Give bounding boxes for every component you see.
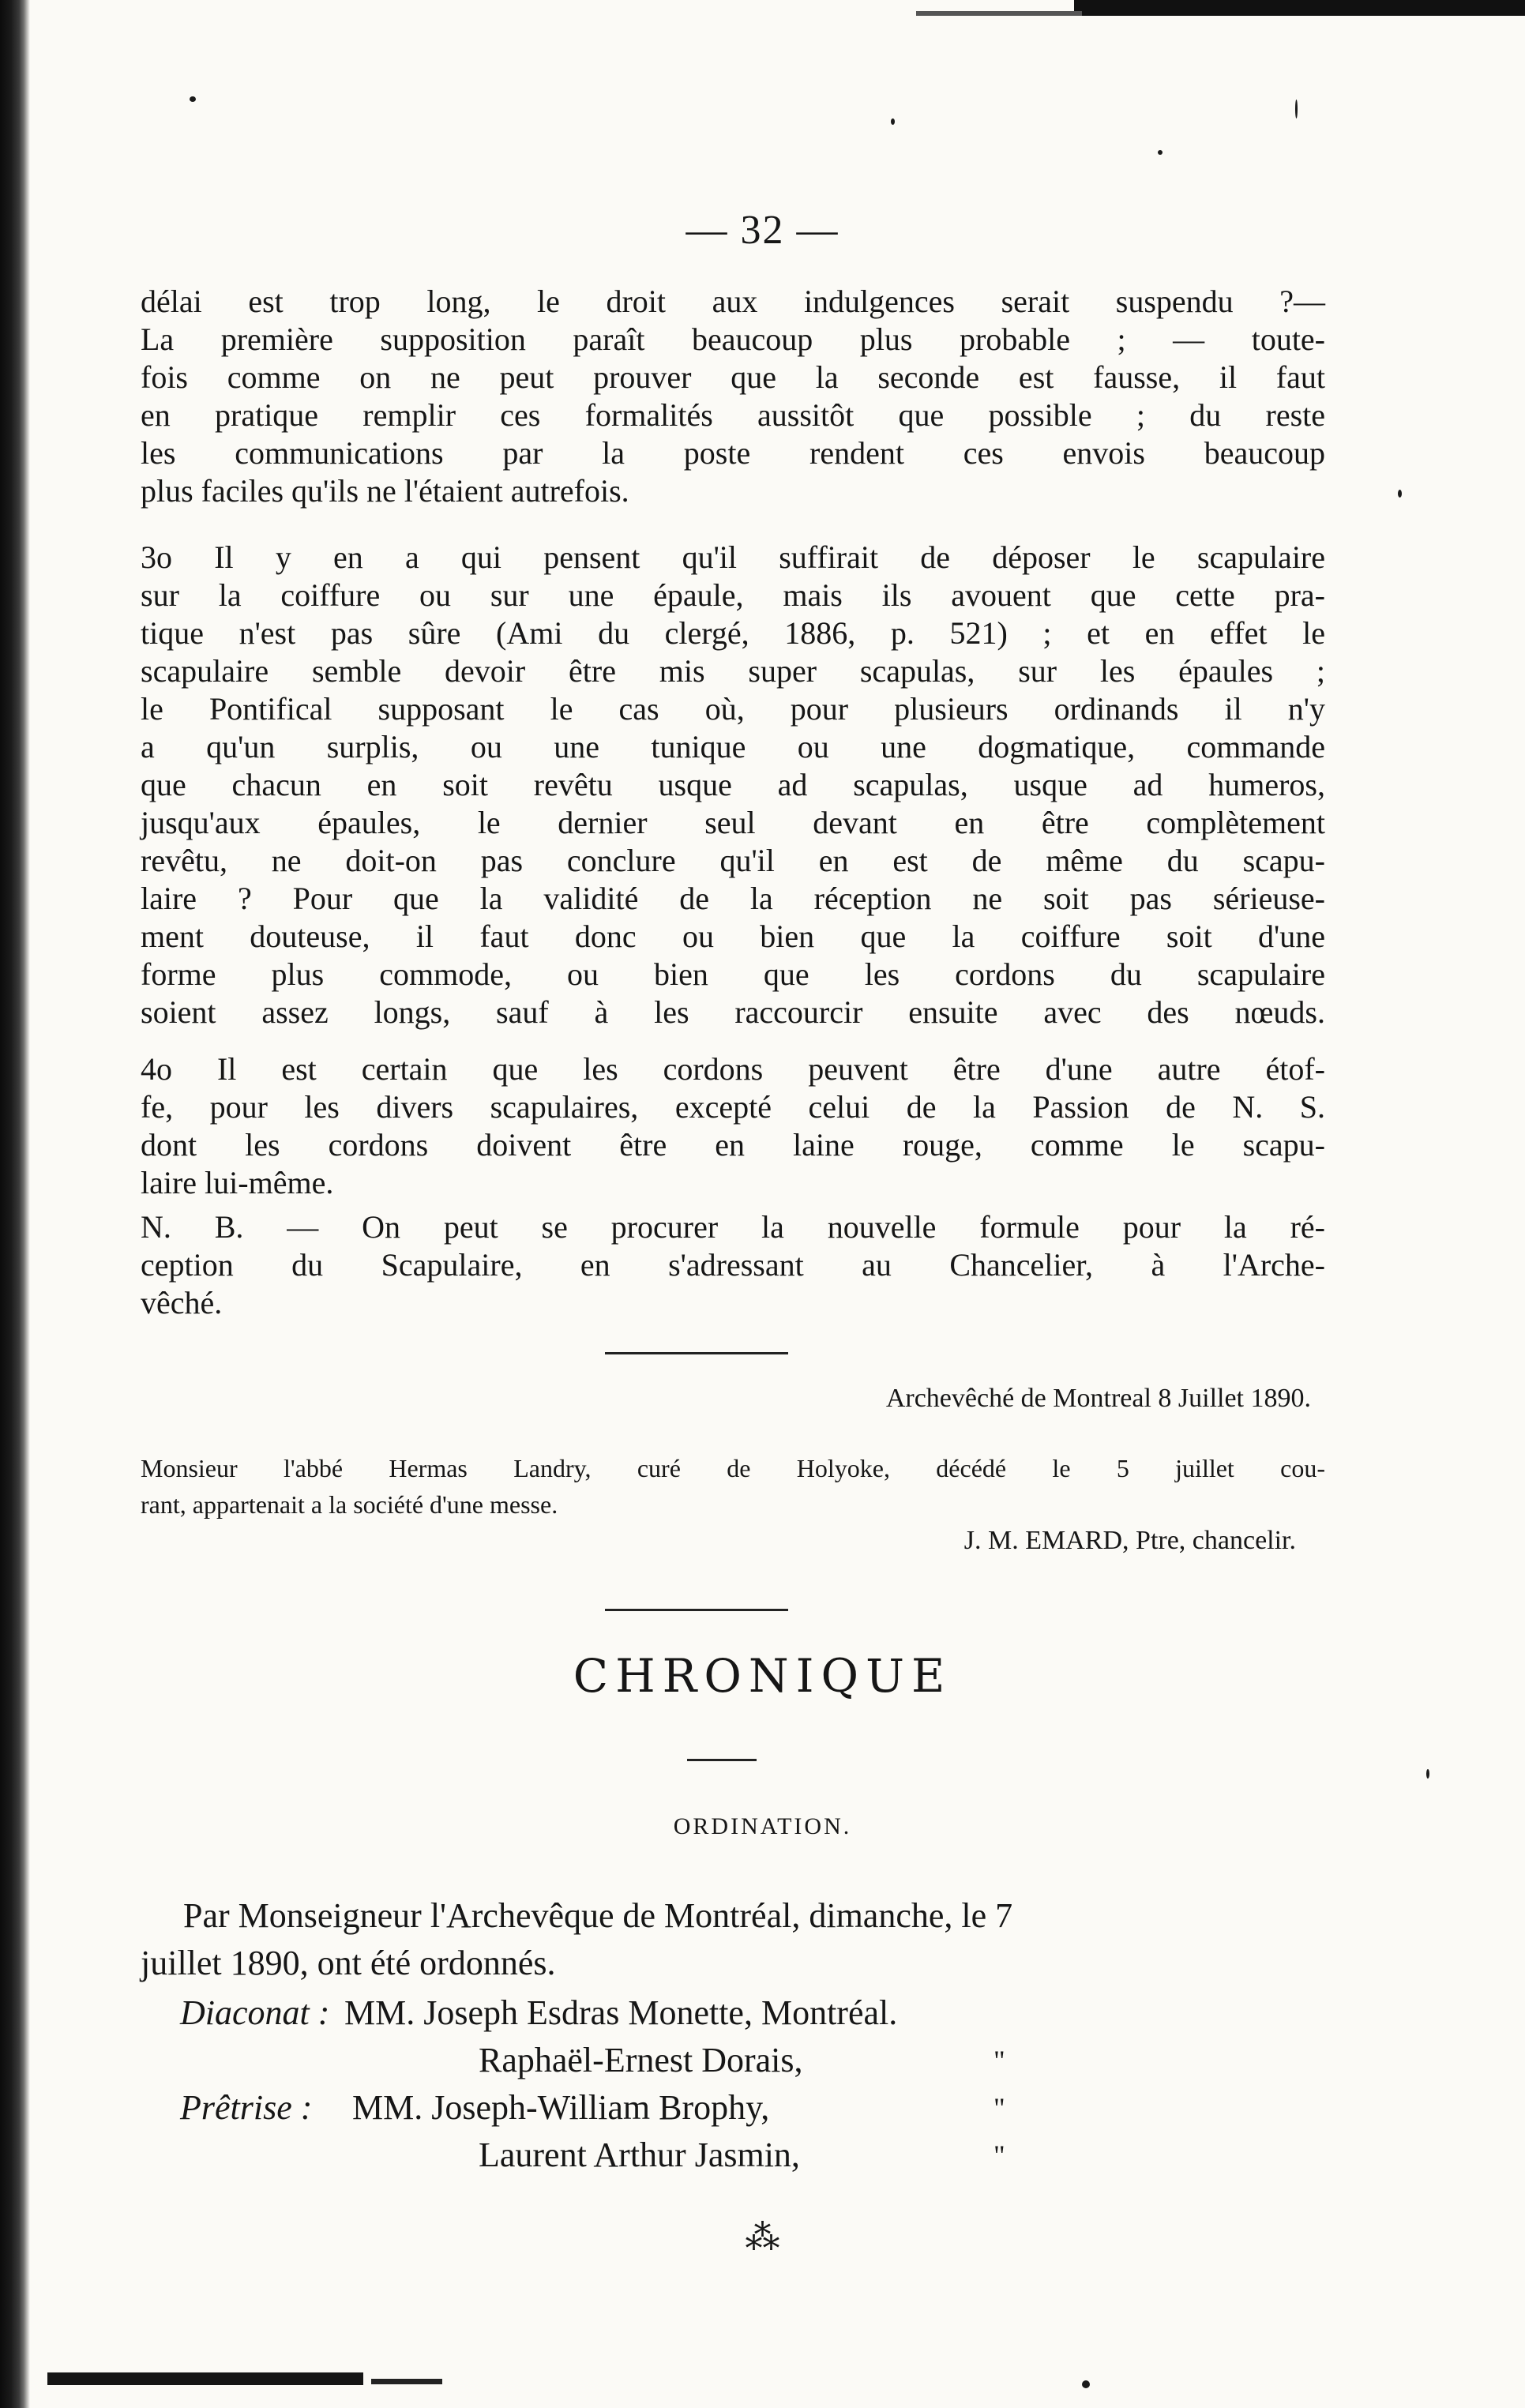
ditto-mark: " <box>994 2139 1005 2171</box>
text-line: Monsieur l'abbé Hermas Landry, curé de Holyoke, décédé le 5 juillet cou- <box>141 1454 1325 1482</box>
text-line: soient assez longs, sauf à les raccourcir ensuite avec des nœuds. <box>141 994 1325 1030</box>
paragraph-nota-bene <box>141 1208 1325 1322</box>
text-line: ment douteuse, il faut donc ou bien que la coiffure soit d'une <box>141 918 1325 954</box>
text-line: fois comme on ne peut prouver que la seconde est fausse, il faut <box>141 359 1325 395</box>
scan-top-edge <box>1074 0 1525 16</box>
dust-speck <box>190 96 196 102</box>
list-item <box>180 2037 1302 2084</box>
text-line: rant, appartenait a la société d'une messe. <box>141 1490 558 1519</box>
dust-speck <box>891 118 895 125</box>
text-line: dont les cordons doivent être en laine rouge, comme le scapu- <box>141 1127 1325 1163</box>
scan-bottom-edge <box>47 2372 363 2385</box>
text-line: scapulaire semble devoir être mis super scapulas, sur les épaules ; <box>141 653 1325 689</box>
page-number: — 32 — <box>685 208 840 253</box>
text-line: N. B. — On peut se procurer la nouvelle formule pour la ré- <box>141 1209 1325 1245</box>
text-line: forme plus commode, ou bien que les cordons du scapulaire <box>141 956 1325 992</box>
dust-speck <box>1082 2380 1090 2388</box>
scan-top-edge-thin <box>916 11 1082 16</box>
text-line: jusqu'aux épaules, le dernier seul devant en être complètement <box>141 805 1325 840</box>
scan-bottom-edge-fragment <box>371 2379 442 2384</box>
text-line: le Pontifical supposant le cas où, pour plusieurs ordinands il n'y <box>141 691 1325 727</box>
list-item <box>180 2084 1302 2132</box>
text-line: en pratique remplir ces formalités aussitôt que possible ; du reste <box>141 397 1325 433</box>
ordinand-name: Laurent Arthur Jasmin, <box>479 2136 800 2174</box>
divider-rule <box>605 1352 788 1354</box>
text-line: juillet 1890, ont été ordonnés. <box>141 1944 556 1982</box>
ordinand-name: MM. Joseph Esdras Monette, Montréal. <box>344 1993 898 2032</box>
text-line: 4o Il est certain que les cordons peuvent être d'une autre étof- <box>141 1051 1325 1087</box>
divider-rule <box>687 1759 757 1761</box>
asterism-ornament: ⁂ <box>745 2218 780 2257</box>
section-title: CHRONIQUE <box>573 1649 952 1703</box>
scan-binding-shadow <box>0 0 30 2408</box>
paragraph-point-4 <box>141 1050 1325 1202</box>
ordinand-name: MM. Joseph-William Brophy, <box>352 2088 770 2127</box>
ditto-mark: " <box>994 2092 1005 2124</box>
text-line: plus faciles qu'ils ne l'étaient autrefois. <box>141 473 629 509</box>
text-line: sur la coiffure ou sur une épaule, mais ils avouent que cette pra- <box>141 577 1325 613</box>
signature-name: J. M. EMARD, Ptre, chancelir. <box>963 1526 1296 1555</box>
ditto-mark: " <box>994 2045 1005 2076</box>
paragraph-point-3 <box>141 539 1325 1031</box>
list-item <box>180 1989 1302 2037</box>
text-line: revêtu, ne doit-on pas conclure qu'il en est de même du scapu- <box>141 843 1325 878</box>
list-item <box>180 2132 1302 2179</box>
dust-speck <box>1426 1769 1429 1779</box>
divider-rule <box>605 1609 788 1611</box>
text-line: fe, pour les divers scapulaires, excepté celui de la Passion de N. S. <box>141 1089 1325 1125</box>
text-line: laire lui-même. <box>141 1165 334 1200</box>
paragraph-indulgences <box>141 283 1325 510</box>
necrology-note <box>141 1450 1325 1523</box>
ordinand-name: Raphaël-Ernest Dorais, <box>479 2041 803 2079</box>
text-line: que chacun en soit revêtu usque ad scapulas, usque ad humeros, <box>141 767 1325 802</box>
ordination-list <box>180 1989 1302 2179</box>
subsection-title: ORDINATION. <box>673 1813 852 1839</box>
text-line: a qu'un surplis, ou une tunique ou une dogmatique, commande <box>141 729 1325 764</box>
dust-speck <box>1398 490 1402 498</box>
dust-speck <box>1295 100 1298 118</box>
ordination-intro <box>141 1892 1325 1987</box>
text-line: La première supposition paraît beaucoup plus probable ; — toute- <box>141 321 1325 357</box>
text-line: laire ? Pour que la validité de la réception ne soit pas sérieuse- <box>141 881 1325 916</box>
dust-speck <box>1158 150 1163 155</box>
order-label: Diaconat : <box>180 1993 330 2032</box>
text-line: les communications par la poste rendent ces envois beaucoup <box>141 435 1325 471</box>
text-line: 3o Il y en a qui pensent qu'il suffirait de déposer le scapulaire <box>141 539 1325 575</box>
order-label: Prêtrise : <box>180 2088 313 2127</box>
text-line: délai est trop long, le droit aux indulgences serait suspendu ?— <box>141 284 1325 319</box>
text-line: Par Monseigneur l'Archevêque de Montréal, dimanche, le 7 <box>183 1896 1013 1935</box>
text-line: vêché. <box>141 1285 223 1320</box>
text-line: ception du Scapulaire, en s'adressant au Chancelier, à l'Arche- <box>141 1247 1325 1283</box>
signature-date: Archevêché de Montreal 8 Juillet 1890. <box>885 1384 1311 1413</box>
text-line: tique n'est pas sûre (Ami du clergé, 1886, p. 521) ; et en effet le <box>141 615 1325 651</box>
